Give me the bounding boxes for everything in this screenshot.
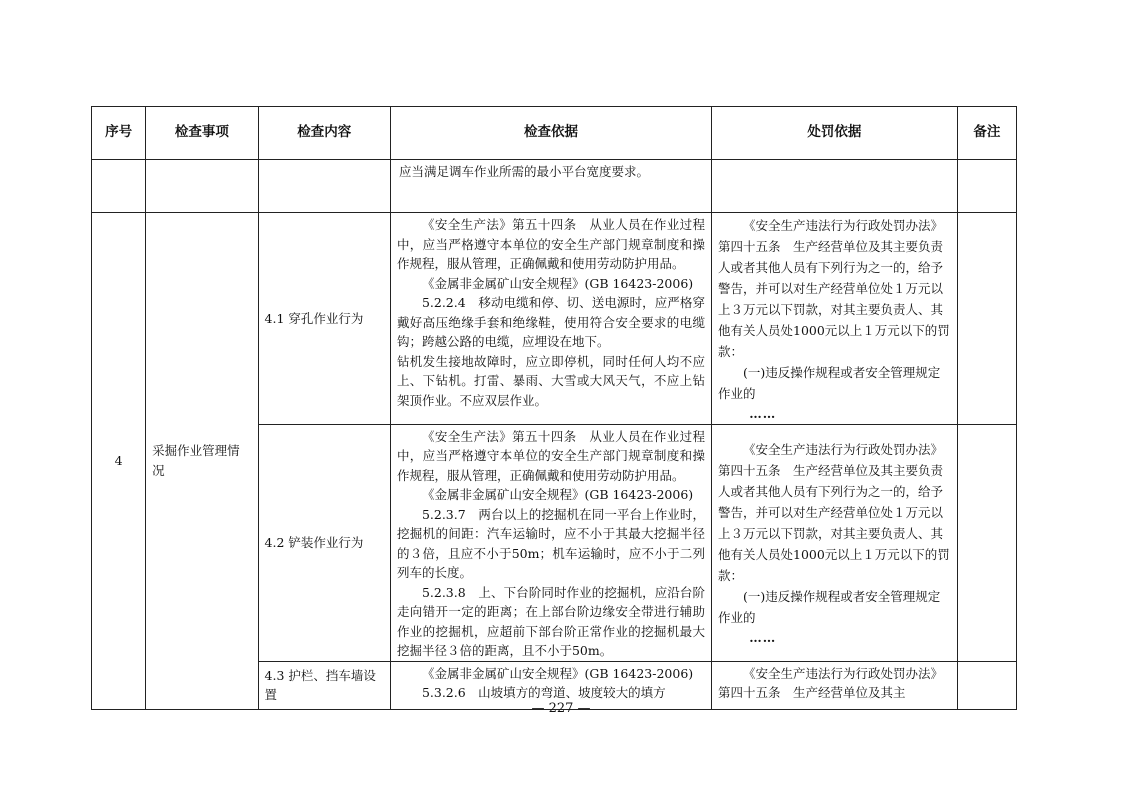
page-number: — 227 — xyxy=(531,701,591,716)
table-row-4-1 xyxy=(92,213,1017,425)
header-penalty: 处罚依据 xyxy=(711,107,957,160)
header-no: 序号 xyxy=(92,107,146,160)
continued-basis-text: 应当满足调车作业所需的最小平台宽度要求。 xyxy=(398,164,649,179)
inspection-content-4-1: 4.1 穿孔作业行为 xyxy=(258,213,390,425)
penalty-4-1: 《安全生产违法行为行政处罚办法》第四十五条 生产经营单位及其主要负责人或者其他人员有下列行为之一的，给予警告，并可以对生产经营单位处１万元以上３万元以下罚款，对其主要负责人、其他有关人员处1000元以上１万元以下的罚款： (一)违反操作规程或者安全管理规定作业的 …… xyxy=(711,213,957,425)
note-4-1 xyxy=(957,213,1016,425)
table-row-continued xyxy=(92,160,1017,213)
basis-4-2: 《安全生产法》第五十四条 从业人员在作业过程中，应当严格遵守本单位的安全生产部门规章制度和操作规程，服从管理，正确佩戴和使用劳动防护用品。 《金属非金属矿山安全规程》(GB 16423-2006) 5.2.3.7 两台以上的挖掘机在同一平台上作业时，挖掘机的间距：汽车运输时，应不小于其最大挖掘半径的３倍，且应不小于50m；机车运输时，应不小于二列列车的长度。 5.2.3.8 上、下台阶同时作业的挖掘机，应沿台阶走向错开一定的距离；在上部台阶边缘安全带进行辅助作业的挖掘机，应超前下部台阶正常作业的挖掘机最大挖掘半径３倍的距离，且不小于50m。 xyxy=(390,424,711,661)
header-item: 检查事项 xyxy=(146,107,258,160)
inspection-table xyxy=(91,106,1017,710)
inspection-item: 采掘作业管理情况 xyxy=(146,213,258,710)
inspection-content-4-3: 4.3 护栏、挡车墙设置 xyxy=(258,661,390,709)
header-note: 备注 xyxy=(957,107,1016,160)
inspection-content-4-2: 4.2 铲装作业行为 xyxy=(258,424,390,661)
penalty-4-3: 《安全生产违法行为行政处罚办法》第四十五条 生产经营单位及其主 xyxy=(711,661,957,709)
header-row xyxy=(92,107,1017,160)
basis-4-1: 《安全生产法》第五十四条 从业人员在作业过程中，应当严格遵守本单位的安全生产部门规章制度和操作规程，服从管理，正确佩戴和使用劳动防护用品。 《金属非金属矿山安全规程》(GB 16423-2006) 5.2.2.4 移动电缆和停、切、送电源时，应严格穿戴好高压绝缘手套和绝缘鞋，使用符合安全要求的电缆钩；跨越公路的电缆，应埋设在地下。 钻机发生接地故障时，应立即停机，同时任何人均不应上、下钻机。打雷、暴雨、大雪或大风天气，不应上钻架顶作业。不应双层作业。 xyxy=(390,213,711,425)
penalty-4-2: 《安全生产违法行为行政处罚办法》第四十五条 生产经营单位及其主要负责人或者其他人员有下列行为之一的，给予警告，并可以对生产经营单位处１万元以上３万元以下罚款，对其主要负责人、其他有关人员处1000元以上１万元以下的罚款： (一)违反操作规程或者安全管理规定作业的 …… xyxy=(711,424,957,661)
header-content: 检查内容 xyxy=(258,107,390,160)
row-number: 4 xyxy=(92,213,146,710)
note-4-2 xyxy=(957,424,1016,661)
header-basis: 检查依据 xyxy=(390,107,711,160)
basis-4-3: 《金属非金属矿山安全规程》(GB 16423-2006) 5.3.2.6 山坡填方的弯道、坡度较大的填方 xyxy=(390,661,711,709)
